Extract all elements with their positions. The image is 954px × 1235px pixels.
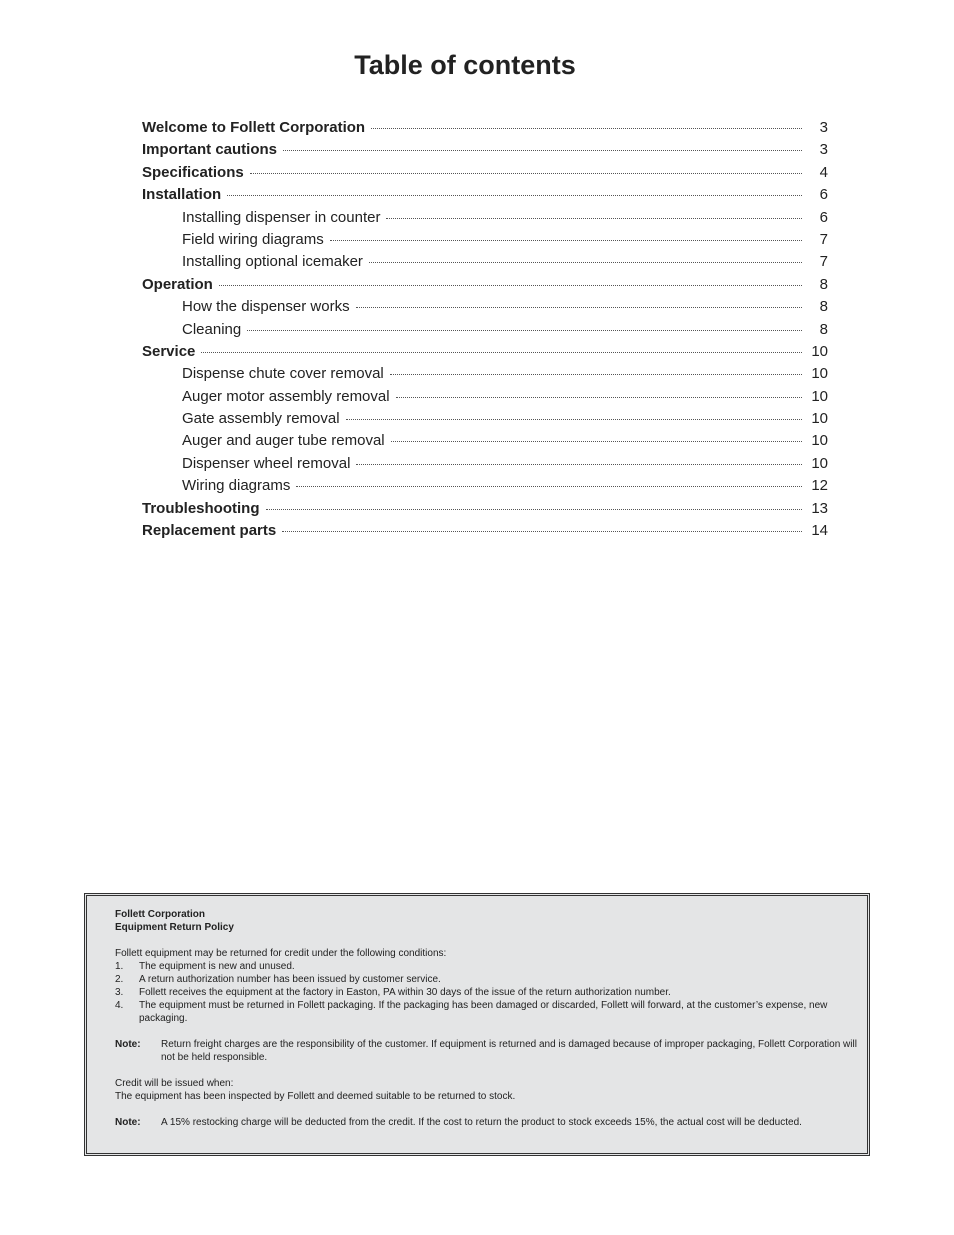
toc-page-number: 12 — [811, 477, 828, 495]
dot-leader — [283, 150, 802, 151]
toc-page-number: 10 — [811, 387, 828, 405]
toc-entry-label: Auger and auger tube removal — [182, 432, 385, 450]
toc-entry-label: Installing dispenser in counter — [182, 208, 381, 226]
dot-leader — [356, 307, 802, 308]
toc-entry[interactable] — [142, 298, 828, 320]
toc-entry-label: Field wiring diagrams — [182, 230, 324, 248]
toc-entry[interactable] — [142, 522, 828, 544]
toc-entry-label: Dispense chute cover removal — [182, 365, 384, 383]
dot-leader — [296, 486, 802, 487]
dot-leader — [346, 419, 802, 420]
toc-entry-label: Important cautions — [142, 141, 278, 159]
note-text: A 15% restocking charge will be deducted from the credit. If the cost to return the product to stock exceeds 15%, the actual cost will be deducted. — [161, 1117, 802, 1128]
toc-entry[interactable] — [142, 164, 828, 186]
toc-page-number: 7 — [819, 253, 828, 271]
toc-entry[interactable] — [142, 321, 828, 343]
dot-leader — [386, 218, 802, 219]
toc-entry[interactable] — [142, 209, 828, 231]
toc-entry-label: Welcome to Follett Corporation — [142, 119, 366, 136]
condition-number: 4. — [115, 1000, 124, 1011]
note-label: Note: — [115, 1117, 141, 1128]
toc-entry[interactable] — [142, 388, 828, 410]
toc-entry-label: Auger motor assembly removal — [182, 387, 390, 405]
policy-condition — [115, 960, 865, 973]
toc-entry[interactable] — [142, 500, 828, 522]
toc-entry[interactable] — [142, 432, 828, 454]
condition-text: The equipment must be returned in Follett packaging. If the packaging has been damaged or discarded, Follett will forward, at the customer’s expense, new packaging. — [139, 1000, 828, 1024]
dot-leader — [219, 285, 802, 286]
condition-text: The equipment is new and unused. — [139, 961, 295, 972]
note-label: Note: — [115, 1039, 141, 1050]
toc-page-number: 7 — [819, 230, 828, 248]
page-title: Table of contents — [354, 50, 576, 80]
toc-entry[interactable] — [142, 141, 828, 163]
toc-page-number: 8 — [819, 320, 828, 338]
toc-entry-label: Service — [142, 342, 196, 360]
toc-entry[interactable] — [142, 253, 828, 275]
toc-page-number: 10 — [811, 454, 828, 472]
toc-page-number: 10 — [811, 365, 828, 383]
toc-entry[interactable] — [142, 231, 828, 253]
dot-leader — [266, 509, 803, 510]
toc-page-number: 10 — [811, 432, 828, 450]
credit-heading: Credit will be issued when: — [115, 1078, 234, 1089]
dot-leader — [250, 173, 802, 174]
dot-leader — [396, 397, 802, 398]
condition-text: Follett receives the equipment at the factory in Easton, PA within 30 days of the issue of the return authorization number. — [139, 987, 671, 998]
toc-entry-label: Cleaning — [182, 320, 242, 338]
dot-leader — [227, 195, 802, 196]
policy-note — [115, 1116, 865, 1129]
toc-page-number: 6 — [819, 208, 828, 226]
dot-leader — [369, 262, 802, 263]
condition-number: 3. — [115, 987, 124, 998]
toc-entry-label: Troubleshooting — [142, 499, 260, 517]
toc-entry[interactable] — [142, 455, 828, 477]
dot-leader — [201, 352, 802, 353]
toc-entry[interactable] — [142, 119, 828, 141]
policy-note — [115, 1038, 865, 1064]
toc-entry[interactable] — [142, 186, 828, 208]
note-text: Return freight charges are the responsibility of the customer. If equipment is returned and is damaged because of improper packaging, Follett Corporation will not be held responsible. — [161, 1039, 857, 1063]
toc-entry[interactable] — [142, 276, 828, 298]
toc-page-number: 3 — [819, 141, 828, 159]
toc-entry-label: Specifications — [142, 163, 244, 181]
toc-page-number: 4 — [819, 163, 828, 181]
credit-text: The equipment has been inspected by Follett and deemed suitable to be returned to stock. — [115, 1091, 516, 1102]
toc-page-number: 10 — [811, 342, 828, 360]
toc-entry[interactable] — [142, 410, 828, 432]
dot-leader — [371, 128, 802, 129]
policy-condition — [115, 986, 865, 999]
policy-company: Follett Corporation — [115, 909, 205, 920]
toc-page-number: 10 — [811, 410, 828, 428]
dot-leader — [391, 441, 802, 442]
dot-leader — [282, 531, 802, 532]
toc-entry-label: Installation — [142, 186, 222, 204]
policy-intro: Follett equipment may be returned for credit under the following conditions: — [115, 948, 447, 959]
return-policy-box — [84, 893, 870, 1156]
policy-heading: Equipment Return Policy — [115, 922, 234, 933]
policy-condition — [115, 973, 865, 986]
toc-entry-label: Wiring diagrams — [182, 477, 291, 495]
toc-entry[interactable] — [142, 365, 828, 387]
toc-page-number: 6 — [819, 186, 828, 204]
toc-entry-label: Installing optional icemaker — [182, 253, 363, 271]
toc-page-number: 13 — [811, 499, 828, 517]
toc-entry-label: Replacement parts — [142, 522, 277, 540]
policy-condition — [115, 999, 865, 1025]
toc-page-number: 8 — [819, 275, 828, 293]
condition-number: 1. — [115, 961, 124, 972]
table-of-contents — [142, 119, 828, 544]
toc-entry-label: Gate assembly removal — [182, 410, 340, 428]
dot-leader — [356, 464, 802, 465]
toc-entry-label: Operation — [142, 275, 213, 293]
dot-leader — [330, 240, 802, 241]
dot-leader — [247, 330, 802, 331]
toc-entry-label: Dispenser wheel removal — [182, 454, 351, 472]
toc-page-number: 14 — [811, 522, 828, 540]
toc-page-number: 8 — [819, 298, 828, 316]
condition-number: 2. — [115, 974, 124, 985]
toc-entry-label: How the dispenser works — [182, 298, 350, 316]
toc-entry[interactable] — [142, 477, 828, 499]
dot-leader — [390, 374, 802, 375]
condition-text: A return authorization number has been issued by customer service. — [139, 974, 441, 985]
toc-page-number: 3 — [819, 119, 828, 136]
toc-entry[interactable] — [142, 343, 828, 365]
